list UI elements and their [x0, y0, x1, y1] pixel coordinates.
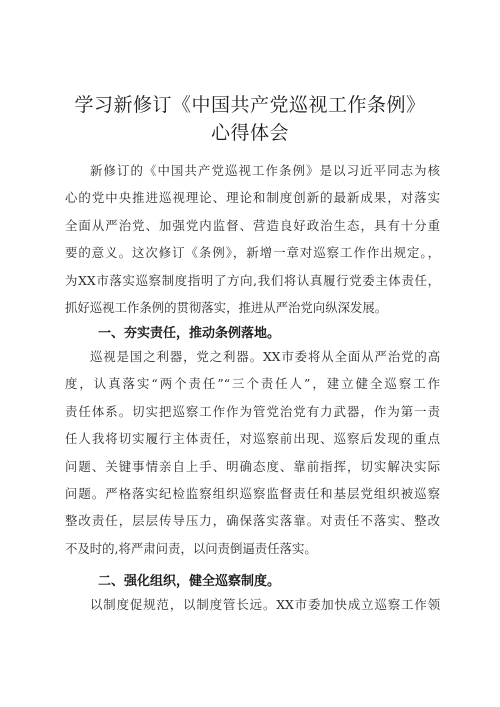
paragraph-line: 巡视是国之利器，党之利器。XX市委将从全面从严治党的高 — [90, 349, 440, 364]
paragraph-line: 为XX市落实巡察制度指明了方向,我们将认真履行党委主体责任， — [65, 272, 440, 288]
paragraph-line: 以制度促规范，以制度管长远。XX市委加快成立巡察工作领 — [90, 597, 440, 612]
section-heading-2: 二、强化组织，健全巡察制度。 — [98, 574, 281, 589]
paragraph-line: 不及时的,将严肃问责，以问责倒逼责任落实。 — [65, 540, 317, 556]
paragraph-line: 度，认真落实“两个责任”“三个责任人”，建立健全巡察工作 — [65, 376, 440, 392]
paragraph-line: 要的意义。这次修订《条例》，新增一章对巡察工作作出规定。， — [65, 245, 440, 261]
document-title-line2: 心得体会 — [210, 122, 289, 144]
paragraph-line: 新修订的《中国共产党巡视工作条例》是以习近平同志为核 — [90, 163, 440, 178]
paragraph-line: 任人我将切实履行主体责任，对巡察前出现、巡察后发现的重点 — [65, 431, 440, 447]
paragraph-line: 问题。严格落实纪检监察组织巡察监督责任和基层党组织被巡察 — [65, 486, 440, 502]
paragraph-line: 责任体系。切实把巡察工作作为管党治党有力武器，作为第一责 — [65, 403, 440, 419]
paragraph-line: 全面从严治党、加强党内监督、营造良好政治生态，具有十分重 — [65, 217, 440, 233]
section-heading-1: 一、夯实责任，推动条例落地。 — [98, 326, 281, 341]
paragraph-line: 抓好巡视工作条例的贯彻落实，推进从严治党向纵深发展。 — [65, 300, 388, 316]
paragraph-line: 整改责任，层层传导压力，确保落实落靠。对责任不落实、整改 — [65, 513, 440, 529]
paragraph-line: 问题、关键事情亲自上手、明确态度、靠前指挥，切实解决实际 — [65, 458, 440, 474]
section-2-paragraph — [65, 591, 440, 618]
document-title: 学习新修订《中国共产党巡视工作条例》 — [74, 94, 426, 116]
section-1-paragraph — [65, 343, 440, 562]
intro-paragraph — [65, 157, 440, 321]
paragraph-line: 心的党中央推进巡视理论、理论和制度创新的最新成果，对落实 — [65, 190, 440, 206]
